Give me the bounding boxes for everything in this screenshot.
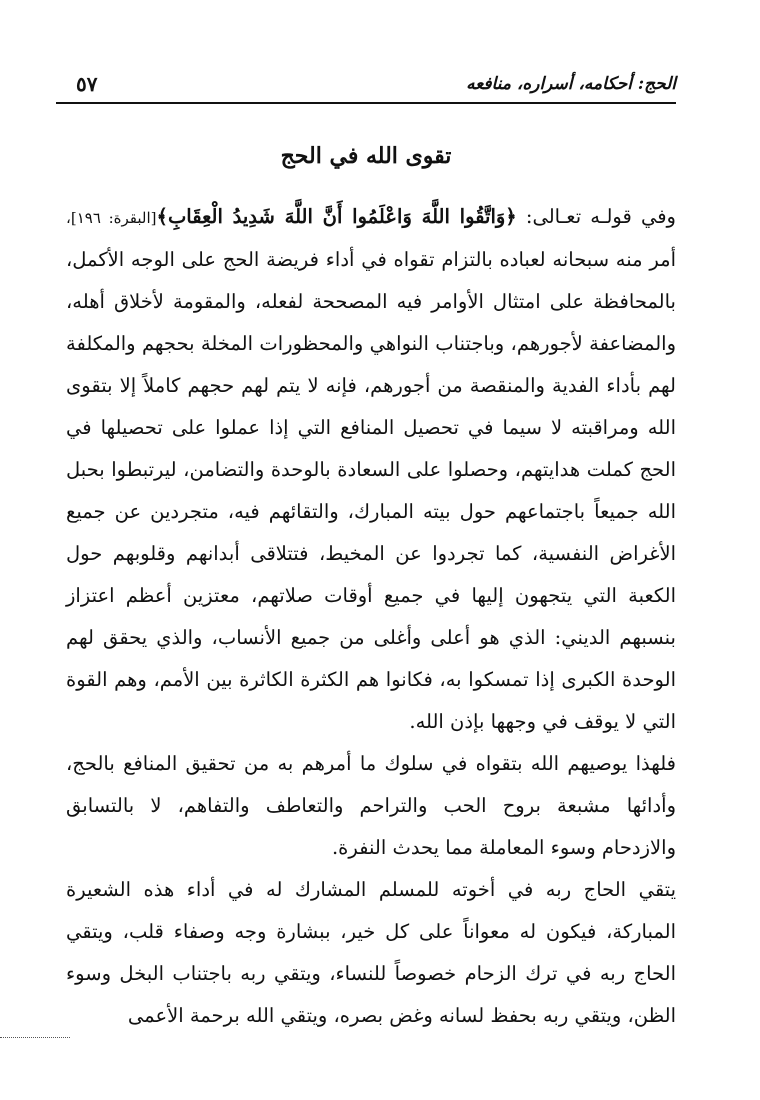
paragraph-3: يتقي الحاج ربه في أخوته للمسلم المشارك له في أداء هذه الشعيرة المباركة، فيكون له معواناً على كل خير، ببشارة وجه وصفاء قلب، ويتقي الحاج ربه في ترك الزحام خصوصاً للنساء، ويتقي ربه باجتناب البخل وسوء الظن، ويتقي ربه بحفظ لسانه وغض بصره، ويتقي الله برحمة الأعمى — [66, 878, 676, 1027]
quran-verse: ﴿وَاتَّقُوا اللَّهَ وَاعْلَمُوا أَنَّ اللَّهَ شَدِيدُ الْعِقَابِ﴾ — [156, 205, 517, 228]
paragraph-2: فلهذا يوصيهم الله بتقواه في سلوك ما أمرهم به من تحقيق المنافع بالحج، وأدائها مشبعة بروح الحب والتراحم والتعاطف والتفاهم، لا بالتسابق والازدحام وسوء المعاملة مما يحدث النفرة. — [66, 752, 676, 859]
section-title: تقوى الله في الحج — [280, 143, 452, 169]
running-header-title: الحج: أحكامه، أسراره، منافعه — [466, 74, 676, 94]
header-divider — [56, 102, 676, 104]
continuation-line — [0, 1037, 70, 1038]
paragraph-1-lead: وفي قولـه تعـالى: — [516, 205, 676, 228]
paragraph-1-text: أمر منه سبحانه لعباده بالتزام تقواه في أداء فريضة الحج على الوجه الأكمل، بالمحافظة على امتثال الأوامر فيه المصححة لفعله، والمقومة لأخلاق أهله، والمضاعفة لأجورهم، وباجتناب النواهي والمحظورات المخلة بحجهم والمكلفة لهم بأداء الفدية والمنقصة من أجورهم، فإنه لا يتم لهم حجهم كاملاً إلا بتقوى الله ومراقبته لا سيما في تحصيل المنافع التي إذا عملوا على تحصيلها في الحج كملت هدايتهم، وحصلوا على السعادة بالوحدة والتضامن، ليرتبطوا بحبل الله جميعاً باجتماعهم حول بيته المبارك، والتقائهم فيه، متجردين عن جميع الأغراض النفسية، كما تجردوا عن المخيط، فتتلاقى أبدانهم وقلوبهم حول الكعبة التي يتجهون إليها في جميع أوقات صلاتهم، معتزين أعظم اعتزاز بنسبهم الديني: الذي هو أعلى وأغلى من جميع الأنساب، والذي يحقق لهم الوحدة الكبرى إذا تمسكوا به، فكانوا هم الكثرة الكاثرة بين الأمم، وهم القوة التي لا يوقف في وجهها بإذن الله. — [66, 248, 676, 733]
paragraph-1 — [66, 196, 676, 743]
body-text — [66, 196, 676, 1037]
running-header — [56, 70, 676, 100]
verse-reference: [البقرة: ١٩٦]، — [66, 209, 157, 227]
page-number: ٥٧ — [76, 72, 98, 96]
